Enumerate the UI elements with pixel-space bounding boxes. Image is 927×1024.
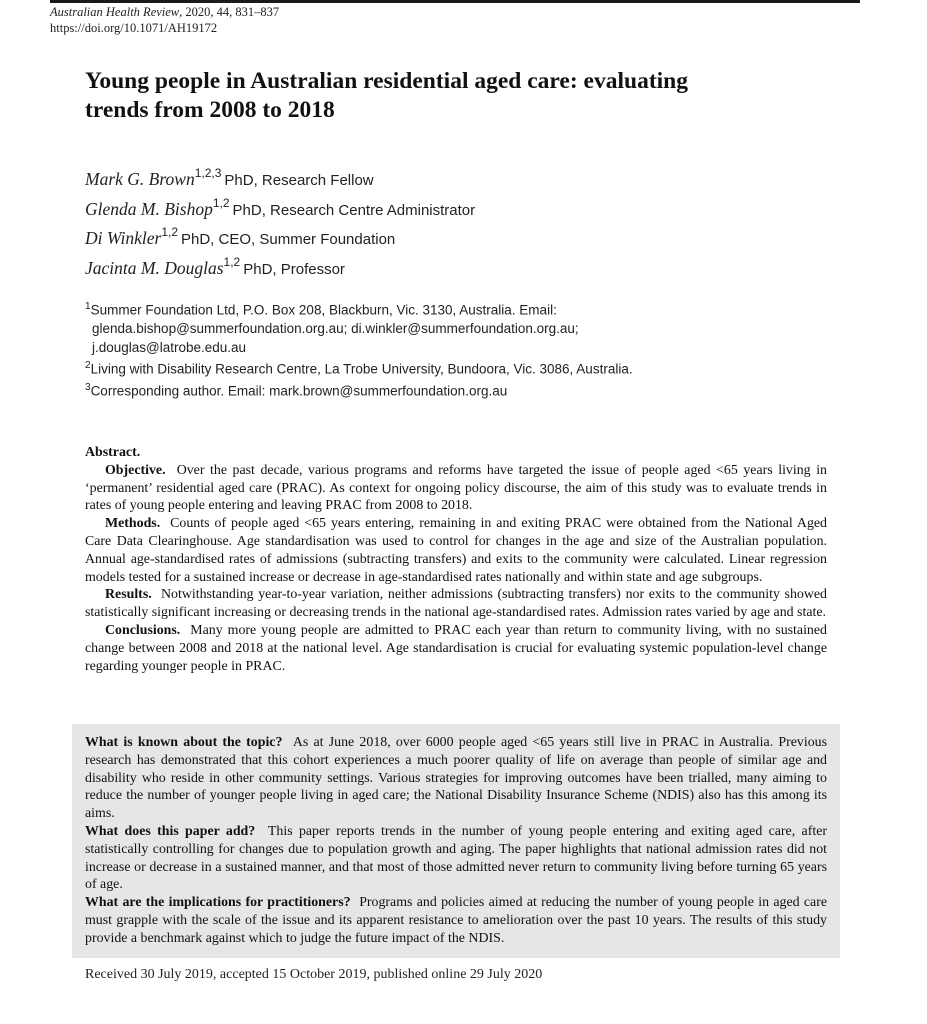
doi-link[interactable]: https://doi.org/10.1071/AH19172 [50, 21, 218, 35]
section-label: Objective. [105, 462, 166, 478]
summary-known [85, 734, 827, 823]
abstract-conclusions [85, 622, 827, 675]
affiliation-1-email-cont: j.douglas@latrobe.edu.au [92, 339, 247, 355]
affiliation-3 [85, 379, 633, 401]
abstract-methods [85, 515, 827, 586]
section-text: Counts of people aged <65 years entering, remaining in and exiting PRAC were obtained from the National Aged Care Data Clearinghouse. Age standardisation was used to control for changes in the age and size of the Australian population. Annual age-standardised rates of admissions (subtracting transfers) and exits to the community were calculated. Linear regression models tested for a sustained increase or decrease in age-standardised rates nationally and within state and age subgroups. [85, 516, 827, 585]
summary-question: What is known about the topic? [85, 735, 283, 750]
author-entry [85, 254, 475, 287]
affiliation-2 [85, 357, 633, 379]
section-text: Many more young people are admitted to PRAC each year than return to community living, with no sustained change between 2008 and 2018 at the national level. Age standardisation is crucial for evaluating systemic population-level change regarding younger people in PRAC. [85, 622, 827, 674]
author-affiliation-marks: 1,2 [223, 254, 241, 269]
author-name: Mark G. Brown [85, 169, 195, 189]
summary-answer: This paper reports trends in the number of young people entering and exiting aged care, after statistically controlling for changes due to population growth and aging. The paper highlights that national admission rates did not increase or decrease in a sustained manner, and that most of those admitted never return to community living before turning 65 years of age. [85, 823, 827, 893]
affiliation-number: 3 [85, 382, 91, 394]
author-name: Di Winkler [85, 228, 162, 248]
summary-answer: Programs and policies aimed at reducing the number of young people in aged care must grapple with the scale of the issue and its apparent resistance to amelioration over the past 10 years. The results of this study provide a benchmark against which to judge the future impact of the NDIS. [85, 895, 827, 946]
abstract-objective [85, 462, 827, 515]
section-label: Results. [105, 587, 152, 603]
paper-title-line-2: trends from 2008 to 2018 [85, 97, 335, 123]
publication-dates: Received 30 July 2019, accepted 15 October 2019, published online 29 July 2020 [85, 967, 543, 982]
summary-implications [85, 894, 827, 947]
summary-question: What does this paper add? [85, 823, 256, 839]
author-entry [85, 168, 475, 198]
summary-adds [85, 823, 827, 894]
summary-box-content [85, 734, 827, 948]
affiliation-text: Corresponding author. Email: mark.brown@summerfoundation.org.au [90, 383, 508, 399]
summary-question: What are the implications for practitioners? [85, 895, 351, 911]
author-entry [85, 227, 475, 257]
journal-name: Australian Health Review [50, 5, 180, 19]
author-role: PhD, Research Fellow [224, 172, 374, 189]
affiliation-1-emails: glenda.bishop@summerfoundation.org.au; di.winkler@summerfoundation.org.au; [92, 321, 579, 337]
section-text: Notwithstanding year-to-year variation, neither admissions (subtracting transfers) nor exits to the community showed statistically significant increasing or decreasing trends in the national age-standardised rates. Admission rates varied by age and state. [85, 587, 827, 621]
affiliation-1 [85, 298, 633, 320]
section-label: Methods. [105, 516, 161, 532]
author-name: Jacinta M. Douglas [85, 257, 224, 278]
section-text: Over the past decade, various programs and reforms have targeted the issue of people aged <65 years living in ‘permanent’ residential aged care (PRAC). As context for ongoing policy discourse, the aim of this study was to evaluate trends in rates of young people entering and leaving PRAC from 2008 to 2018. [85, 462, 827, 514]
affiliation-text: Summer Foundation Ltd, P.O. Box 208, Blackburn, Vic. 3130, Australia. Email: [90, 302, 557, 318]
author-name: Glenda M. Bishop [85, 198, 213, 219]
affiliation-text: Living with Disability Research Centre, La Trobe University, Bundoora, Vic. 3086, Australia. [90, 361, 633, 377]
paper-title-line-1: Young people in Australian residential aged care: evaluating [85, 68, 688, 94]
affiliation-number: 1 [85, 301, 91, 312]
affiliation-number: 2 [85, 360, 91, 372]
affiliations [85, 298, 633, 401]
paper-title [85, 67, 785, 125]
header-rule [50, 0, 860, 3]
author-list [85, 168, 475, 286]
summary-answer: As at June 2018, over 6000 people aged <65 years still live in PRAC in Australia. Previous research has demonstrated that this cohort experiences a much poorer quality of life on average than people of similar age and disability who reside in other community settings. Various strategies for improving outcomes have been trialled, many aiming to reduce the number of younger people living in aged care; the National Disability Insurance Scheme (NDIS) also has this among its aims. [85, 735, 827, 822]
abstract-heading: Abstract. [85, 445, 141, 460]
author-affiliation-marks: 1,2 [161, 225, 178, 239]
author-affiliation-marks: 1,2,3 [194, 166, 222, 180]
abstract [85, 444, 827, 675]
author-role: PhD, CEO, Summer Foundation [181, 231, 396, 248]
journal-volume-pages: , 2020, 44, 831–837 [179, 5, 280, 19]
author-entry [85, 195, 476, 228]
author-role: PhD, Professor [243, 260, 345, 278]
author-role: PhD, Research Centre Administrator [232, 201, 476, 219]
abstract-results [85, 586, 827, 622]
section-label: Conclusions. [105, 622, 181, 638]
author-affiliation-marks: 1,2 [212, 195, 230, 210]
journal-header [50, 4, 279, 36]
